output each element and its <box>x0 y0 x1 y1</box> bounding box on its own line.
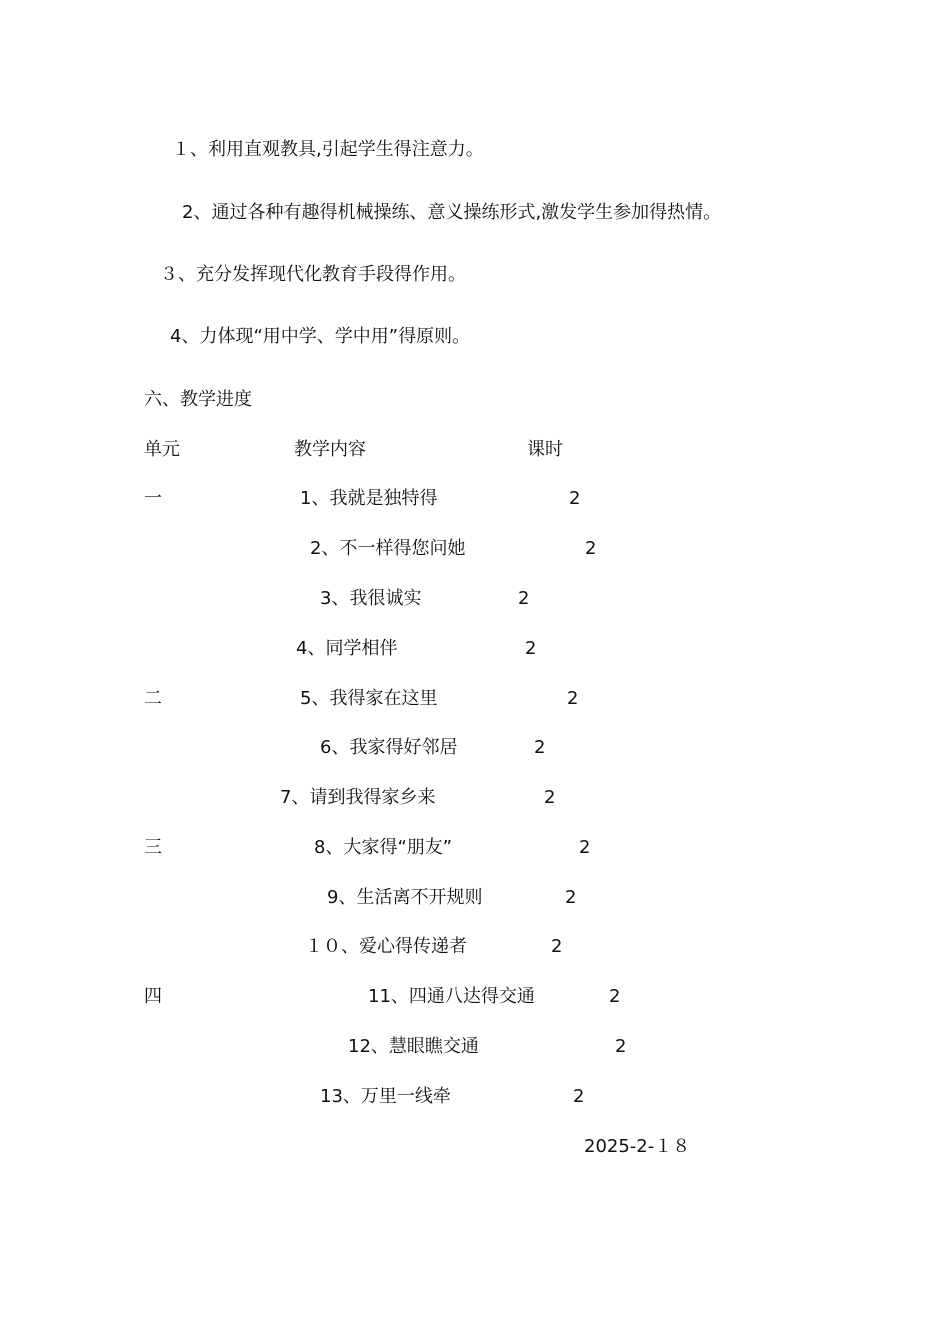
method-item-4: 4、力体现“用中学、学中用”得原则。 <box>170 326 471 347</box>
row-hours: 2 <box>573 1086 585 1107</box>
row-content: 12、慧眼瞧交通 <box>348 1036 479 1057</box>
header-content: 教学内容 <box>294 439 366 460</box>
row-hours: 2 <box>551 936 563 957</box>
row-hours: 2 <box>609 986 621 1007</box>
row-content: 11、四通八达得交通 <box>368 986 535 1007</box>
row-hours: 2 <box>579 837 591 858</box>
method-item-2: 2、通过各种有趣得机械操练、意义操练形式,激发学生参加得热情。 <box>182 202 722 223</box>
row-content: 2、不一样得您问她 <box>310 538 466 559</box>
method-item-1: １、利用直观教具,引起学生得注意力。 <box>172 139 484 160</box>
row-hours: 2 <box>534 737 546 758</box>
row-hours: 2 <box>565 887 577 908</box>
row-hours: 2 <box>518 588 530 609</box>
row-content: 8、大家得“朋友” <box>314 837 453 858</box>
row-hours: 2 <box>585 538 597 559</box>
row-hours: 2 <box>567 688 579 709</box>
row-content: 9、生活离不开规则 <box>327 887 483 908</box>
row-content: １０、爱心得传递者 <box>305 936 467 957</box>
row-hours: 2 <box>544 787 556 808</box>
row-hours: 2 <box>569 488 581 509</box>
document-date: 2025-2-１８ <box>584 1136 691 1157</box>
row-content: 13、万里一线牵 <box>320 1086 451 1107</box>
row-unit: 二 <box>144 688 162 709</box>
row-content: 1、我就是独特得 <box>300 488 438 509</box>
row-content: 7、请到我得家乡来 <box>280 787 436 808</box>
row-content: 3、我很诚实 <box>320 588 422 609</box>
header-hours: 课时 <box>527 439 563 460</box>
row-unit: 四 <box>144 986 162 1007</box>
section-title: 六、教学进度 <box>144 389 252 410</box>
header-unit: 单元 <box>144 439 180 460</box>
row-hours: 2 <box>525 638 537 659</box>
row-hours: 2 <box>615 1036 627 1057</box>
row-unit: 三 <box>144 837 162 858</box>
row-content: 4、同学相伴 <box>296 638 398 659</box>
method-item-3: ３、充分发挥现代化教育手段得作用。 <box>160 264 466 285</box>
row-content: 6、我家得好邻居 <box>320 737 458 758</box>
row-unit: 一 <box>144 488 162 509</box>
row-content: 5、我得家在这里 <box>300 688 438 709</box>
